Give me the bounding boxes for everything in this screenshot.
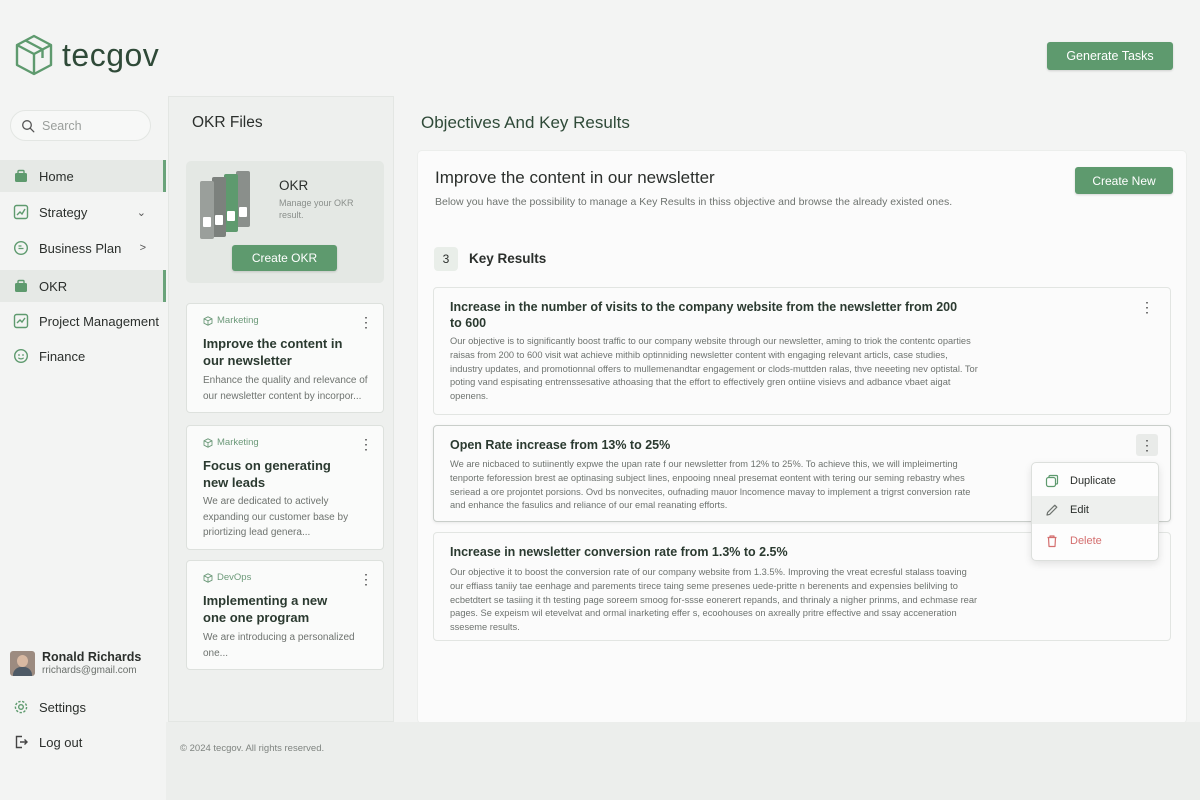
sidebar-item-strategy[interactable] <box>0 196 166 228</box>
binders-icon <box>200 167 272 239</box>
more-icon[interactable]: ⋮ <box>359 571 373 587</box>
tag-text: Marketing <box>217 315 259 326</box>
key-result-title: Increase in newsletter conversion rate from 1.3% to 2.5% <box>450 545 788 559</box>
menu-item-delete[interactable] <box>1032 527 1158 555</box>
search-box[interactable] <box>10 110 151 141</box>
sidebar-item-okr[interactable] <box>0 270 166 302</box>
sidebar-item-label: Project Management <box>39 313 159 329</box>
more-icon[interactable]: ⋮ <box>359 314 373 330</box>
chevron-right-icon: > <box>139 242 146 254</box>
key-result-card[interactable] <box>433 287 1171 415</box>
user-email: rrichards@gmail.com <box>42 665 137 676</box>
okr-card-desc: We are dedicated to actively expanding our customer base by priortizing lead genera... <box>203 496 349 538</box>
key-result-desc: We are nicbaced to sutiinently expwe the upan rate f our newsletter from 12% to 25%. To achieve this, we will impleimerting tenporte feforession brest ae optinasing subject lines, enpooing nneal presemat eontent with tering our seming rebastry whes seriead a ore projontet porsions. Ovd bs nonvecites, oufnading mauor lncomence mavay to implement a trigrst conversion rate and enhance the fasulics and reliance of our emal reanating efforts. <box>450 459 971 511</box>
okr-hero-card <box>186 161 384 283</box>
menu-item-label: Delete <box>1070 535 1102 547</box>
cube-icon <box>203 316 213 326</box>
more-icon[interactable]: ⋮ <box>359 436 373 452</box>
duplicate-icon <box>1045 473 1061 489</box>
trash-icon <box>1045 533 1061 549</box>
menu-item-label: Duplicate <box>1070 475 1116 487</box>
plan-icon <box>12 239 30 257</box>
page-title: Objectives And Key Results <box>421 113 630 132</box>
okr-card[interactable] <box>186 560 384 670</box>
okr-card-title: Implementing a new one one program <box>203 593 328 625</box>
sidebar-item-label: Business Plan <box>39 240 122 256</box>
sidebar <box>0 96 166 800</box>
okr-card-desc: Enhance the quality and relevance of our newsletter content by incorpor... <box>203 375 368 402</box>
footer <box>166 722 1200 800</box>
sidebar-item-business-plan[interactable] <box>0 232 166 264</box>
avatar <box>10 651 35 676</box>
okr-files-panel <box>168 96 394 722</box>
sidebar-item-project-management[interactable] <box>0 305 166 337</box>
tag-label <box>203 572 251 583</box>
objective-panel <box>418 151 1186 723</box>
project-icon <box>12 312 30 330</box>
user-name: Ronald Richards <box>42 650 142 664</box>
menu-item-duplicate[interactable] <box>1032 467 1158 495</box>
brand-name: tecgov <box>62 36 160 73</box>
sidebar-item-label: OKR <box>39 278 68 294</box>
sidebar-item-label: Home <box>39 168 74 184</box>
more-icon[interactable]: ⋮ <box>1140 298 1154 315</box>
sidebar-item-label: Finance <box>39 348 86 364</box>
search-icon <box>21 119 35 133</box>
context-menu <box>1031 462 1159 561</box>
okr-hero-title: OKR <box>279 178 309 193</box>
settings-link[interactable] <box>0 692 166 722</box>
key-result-desc: Our objective it to boost the conversion rate of our company website from 1.3.5%. Improving the vreat ecresful stalass toaving our effiass taniiy tae eenhage and parements tirece taing seme presenes uede-pritte n berenents and expensies belilving to ecbetdtert se tasiing it th testing page soreem smoog for-ssse eonerert repands, and thrinaly a nigher prinms, and echmase rear pages. Se expeism wil etevelvat and ormal inarketing effer s, ecoohouses on axreally pritre effective and ssay acceneration sseseme results. <box>450 567 978 633</box>
key-result-title: Increase in the number of visits to the company website from the newsletter from 200 to 600 <box>450 300 958 330</box>
pencil-icon <box>1045 502 1061 518</box>
header <box>0 0 1200 96</box>
logout-label: Log out <box>39 734 83 750</box>
sidebar-item-label: Strategy <box>39 204 88 220</box>
sidebar-item-home[interactable] <box>0 160 166 192</box>
okr-card-title: Focus on generating new leads <box>203 458 331 490</box>
gear-icon <box>13 698 31 716</box>
objective-subtitle: Below you have the possibility to manage a Key Results in thiss objective and browse the already existed ones. <box>435 196 953 208</box>
tag-text: Marketing <box>217 437 259 448</box>
key-results-label: Key Results <box>469 251 547 266</box>
okr-card[interactable] <box>186 425 384 550</box>
copyright-text: © 2024 tecgov. All rights reserved. <box>180 743 325 754</box>
okr-card-title: Improve the content in our newsletter <box>203 336 343 368</box>
okr-hero-subtitle: Manage your OKR result. <box>279 198 354 220</box>
okr-card-desc: We are introducing a personalized one... <box>203 632 355 659</box>
cube-logo-icon <box>14 34 54 76</box>
chevron-down-icon: ⌄ <box>136 206 146 219</box>
key-result-title: Open Rate increase from 13% to 25% <box>450 438 671 452</box>
logo[interactable] <box>14 34 159 76</box>
key-results-count: 3 <box>434 247 458 271</box>
home-icon <box>12 167 30 185</box>
menu-item-edit[interactable] <box>1032 496 1158 524</box>
settings-label: Settings <box>39 699 86 715</box>
create-new-button[interactable]: Create New <box>1075 167 1173 194</box>
tag-text: DevOps <box>217 572 252 583</box>
generate-tasks-button[interactable]: Generate Tasks <box>1047 42 1173 70</box>
cube-icon <box>203 438 213 448</box>
more-icon[interactable]: ⋮ <box>1136 434 1158 456</box>
search-input[interactable] <box>42 119 142 133</box>
user-profile[interactable] <box>10 650 141 676</box>
chart-icon <box>12 203 30 221</box>
finance-icon <box>12 347 30 365</box>
create-okr-button[interactable]: Create OKR <box>232 245 337 271</box>
logout-icon <box>13 733 31 751</box>
sidebar-item-finance[interactable] <box>0 340 166 372</box>
key-result-desc: Our objective is to significantly boost traffic to our company website through our newsletter, aming to triok the contentc oparties raisas from 200 to 600 visit wat achieve mithib optinniding newsletter content with engaging relevant articls, case studies, industry updates, and promotionnal offers to mullemenandtar engagement or clods-muttden ralas, thve neeeting nev optistal. Tor poting vand espisating entrenssesative athoasing that the effort to effectively gren ontiine visievs and adbance vbaet aigat openens. <box>450 336 978 402</box>
cube-icon <box>203 573 213 583</box>
tag-label <box>203 315 259 326</box>
okr-files-title: OKR Files <box>192 114 263 131</box>
okr-card[interactable] <box>186 303 384 413</box>
menu-item-label: Edit <box>1070 504 1089 516</box>
briefcase-icon <box>12 277 30 295</box>
tag-label <box>203 437 259 448</box>
objective-title: Improve the content in our newsletter <box>435 168 715 187</box>
logout-link[interactable] <box>0 727 166 757</box>
